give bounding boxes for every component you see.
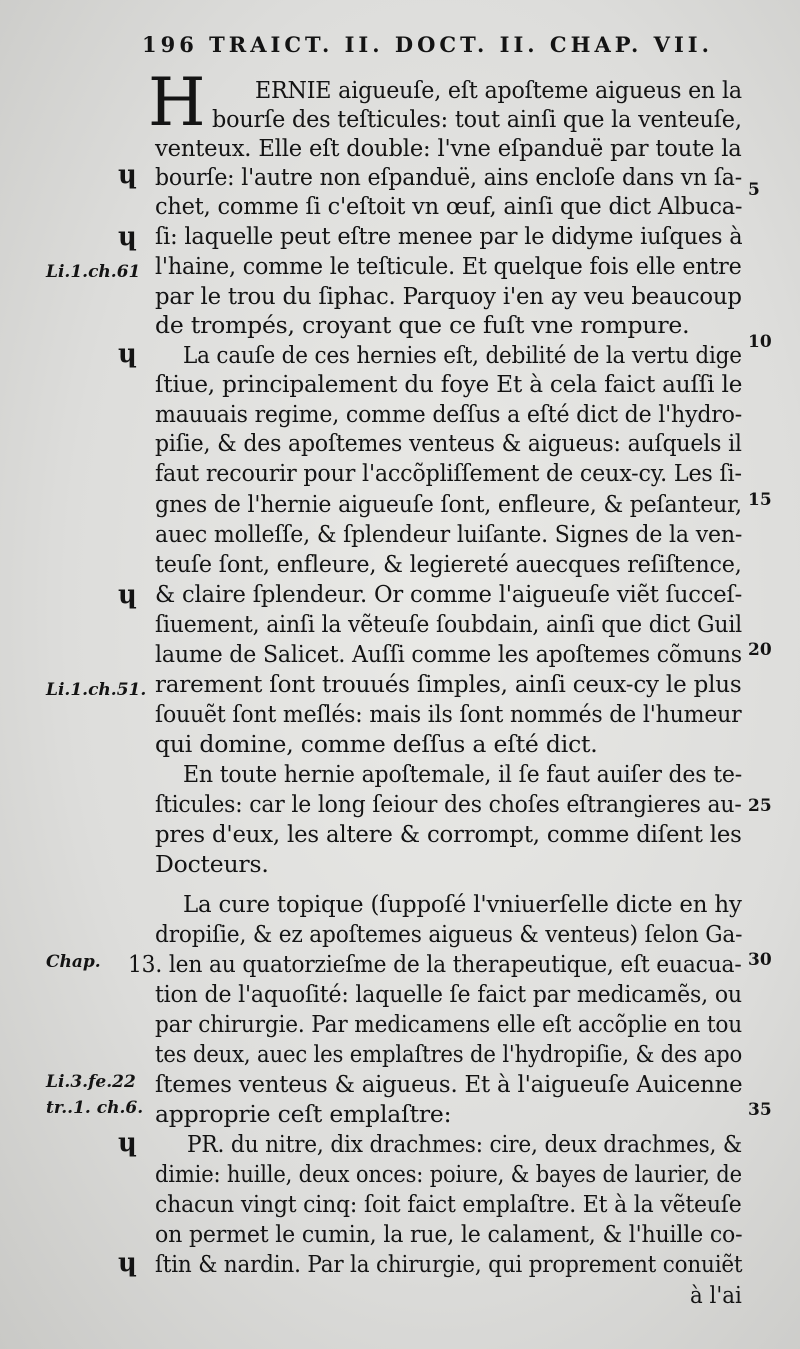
text-line: laume de Salicet. Auſſi comme les apoſtemes cõmuns xyxy=(155,640,742,668)
text-line: La cauſe de ces hernies eſt, debilité de la vertu dige xyxy=(183,341,742,369)
text-line: tes deux, auec les emplaſtres de l'hydropiſie, & des apo xyxy=(155,1040,743,1068)
text-line: faut recourir pour l'accõpliſſement de ceux-cy. Les ſi- xyxy=(155,459,742,487)
text-line: l'haine, comme le teſticule. Et quelque fois elle entre xyxy=(155,252,742,280)
paragraph-mark: ɥ xyxy=(118,1128,137,1158)
text-line: par chirurgie. Par medicamens elle eſt accõplie en tou xyxy=(155,1010,743,1038)
line-number: 25 xyxy=(748,796,772,816)
text-line: ſiuement, ainſi la vẽteuſe ſoubdain, ainſi que dict Guil xyxy=(155,610,742,638)
text-line: teuſe ſont, enfleure, & legiereté auecques reſiſtence, xyxy=(155,550,742,578)
margin-reference: Li.1.ch.51. xyxy=(46,680,147,700)
text-line: 13. len au quatorzieſme de la therapeutique, eſt euacua- xyxy=(128,950,742,978)
text-line: bourſe: l'autre non eſpanduë, ains encloſe dans vn ſa- xyxy=(155,163,743,191)
text-line: dimie: huille, deux onces: poiure, & bayes de laurier, de xyxy=(155,1160,742,1188)
line-number: 5 xyxy=(748,180,760,200)
text-line: bourſe des teſticules: tout ainſi que la venteuſe, xyxy=(212,105,742,133)
line-number: 20 xyxy=(748,640,772,660)
text-line: gnes de l'hernie aigueuſe ſont, enfleure, & peſanteur, xyxy=(155,490,742,518)
text-line: piſie, & des apoſtemes venteus & aigueus: auſquels il xyxy=(155,429,742,457)
text-line: En toute hernie apoſtemale, il ſe faut auiſer des te- xyxy=(183,760,742,788)
text-line: La cure topique (ſuppoſé l'vniuerſelle dicte en hy xyxy=(183,890,742,918)
paragraph-mark: ɥ xyxy=(118,580,137,610)
margin-reference: tr..1. ch.6. xyxy=(46,1098,144,1118)
margin-reference: Chap. xyxy=(46,952,101,972)
line-number: 30 xyxy=(748,950,772,970)
text-line: ſouuẽt ſont meſlés: mais ils ſont nommés de l'humeur xyxy=(155,700,742,728)
line-number: 15 xyxy=(748,490,772,510)
text-line: ſtin & nardin. Par la chirurgie, qui proprement conuiẽt xyxy=(155,1250,743,1278)
text-line: & claire ſplendeur. Or comme l'aigueuſe viẽt ſucceſ- xyxy=(155,580,743,608)
paragraph-mark: ɥ xyxy=(118,160,137,190)
text-line: on permet le cumin, la rue, le calament, & l'huille co- xyxy=(155,1220,743,1248)
text-line: venteux. Elle eſt double: l'vne eſpanduë par toute la xyxy=(155,134,742,162)
text-line: dropiſie, & ez apoſtemes aigueus & venteus) ſelon Ga- xyxy=(155,920,743,948)
text-line: qui domine, comme deſſus a eſté dict. xyxy=(155,730,598,758)
text-line: de trompés, croyant que ce fuſt vne rompure. xyxy=(155,311,690,339)
running-header: 196 TRAICT. II. DOCT. II. CHAP. VII. xyxy=(142,32,713,57)
text-line: ſtiue, principalement du foye Et à cela faict auſſi le xyxy=(155,370,743,398)
text-line: auec molleſſe, & ſplendeur luiſante. Signes de la ven- xyxy=(155,520,743,548)
paragraph-mark: ɥ xyxy=(118,222,137,252)
text-line: tion de l'aquoſité: laquelle ſe faict par medicamẽs, ou xyxy=(155,980,742,1008)
line-number: 10 xyxy=(748,332,772,352)
text-line: PR. du nitre, dix drachmes: cire, deux drachmes, & xyxy=(187,1130,743,1158)
text-line: ſi: laquelle peut eſtre menee par le didyme iuſques à xyxy=(155,222,743,250)
text-line: pres d'eux, les altere & corrompt, comme diſent les xyxy=(155,820,742,848)
text-line: approprie ceſt emplaſtre: xyxy=(155,1100,452,1128)
drop-capital: H xyxy=(148,64,206,141)
paragraph-mark: ɥ xyxy=(118,339,137,369)
margin-reference: Li.3.fe.22 xyxy=(46,1072,136,1092)
margin-reference: Li.1.ch.61 xyxy=(46,262,141,282)
text-line: mauuais regime, comme deſſus a eſté dict de l'hydro- xyxy=(155,400,743,428)
text-line: rarement ſont trouués ſimples, ainſi ceux-cy le plus xyxy=(155,670,742,698)
text-line: ſticules: car le long ſeiour des choſes eſtrangieres au- xyxy=(155,790,742,818)
text-line: chet, comme ſi c'eſtoit vn œuf, ainſi que dict Albuca- xyxy=(155,192,743,220)
text-line: ERNIE aigueuſe, eſt apoſteme aigueus en la xyxy=(255,76,742,104)
text-line: par le trou du ſiphac. Parquoy i'en ay veu beaucoup xyxy=(155,282,742,310)
text-line: chacun vingt cinq: ſoit faict emplaſtre. Et à la vẽteuſe xyxy=(155,1190,742,1218)
catchword: à l'ai xyxy=(690,1283,742,1309)
line-number: 35 xyxy=(748,1100,772,1120)
paragraph-mark: ɥ xyxy=(118,1248,137,1278)
text-line: Docteurs. xyxy=(155,850,269,878)
text-line: ſtemes venteus & aigueus. Et à l'aigueuſe Auicenne xyxy=(155,1070,743,1098)
